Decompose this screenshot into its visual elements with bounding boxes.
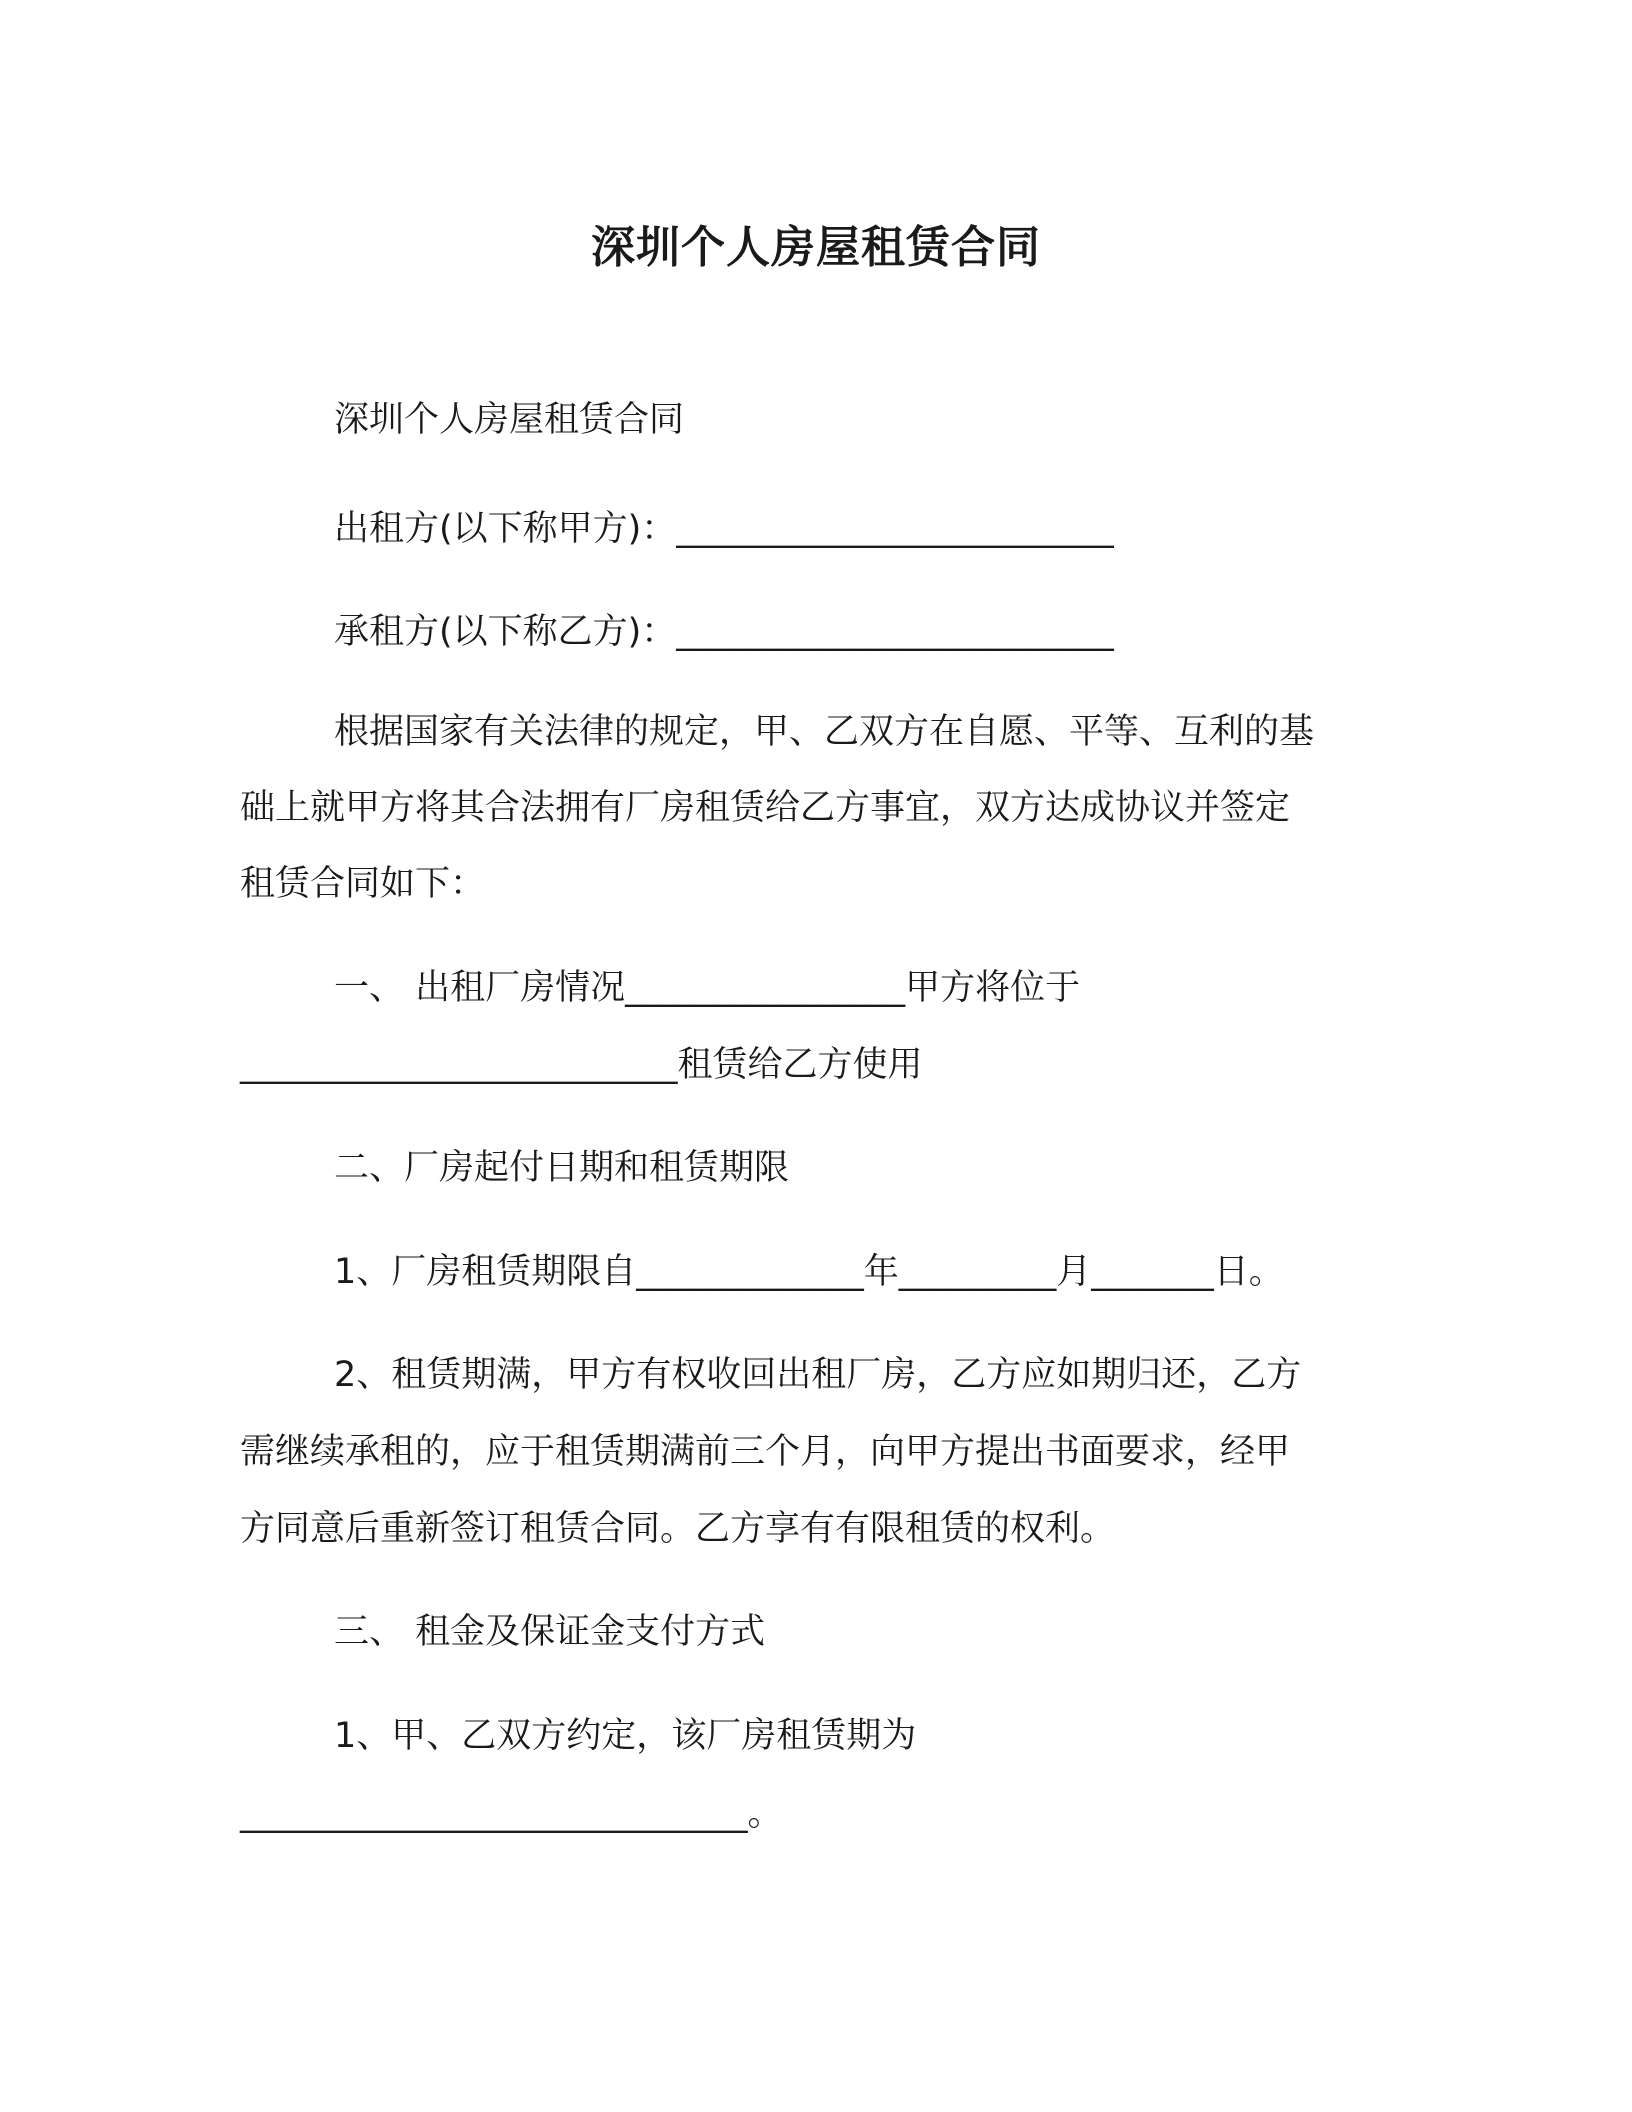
lessee-line: 承租方(以下称乙方)：_________________________	[334, 612, 1114, 652]
clause-2-2-line-1: 2、租赁期满，甲方有权收回出租厂房，乙方应如期归还，乙方	[334, 1355, 1302, 1395]
section-two-heading: 二、厂房起付日期和租赁期限	[334, 1148, 790, 1188]
clause-3-1-line-1: 1、甲、乙双方约定，该厂房租赁期为	[334, 1716, 917, 1756]
clause-2-2-line-3: 方同意后重新签订租赁合同。乙方享有有限租赁的权利。	[240, 1509, 1116, 1549]
clause-2-2-line-2: 需继续承租的，应于租赁期满前三个月，向甲方提出书面要求，经甲	[240, 1432, 1291, 1472]
section-one-line-1: 一、 出租厂房情况________________甲方将位于	[334, 968, 1081, 1008]
clause-3-1-line-2: _____________________________。	[240, 1794, 783, 1834]
section-one-line-2: _________________________租赁给乙方使用	[240, 1045, 923, 1085]
preamble-line-1: 根据国家有关法律的规定，甲、乙双方在自愿、平等、互利的基	[334, 712, 1315, 752]
preamble-line-2: 础上就甲方将其合法拥有厂房租赁给乙方事宜，双方达成协议并签定	[240, 788, 1291, 828]
section-three-heading: 三、 租金及保证金支付方式	[334, 1612, 766, 1652]
lessor-line: 出租方(以下称甲方)：_________________________	[334, 509, 1114, 549]
clause-2-1: 1、厂房租赁期限自_____________年_________月_______日。	[334, 1252, 1284, 1292]
preamble-line-3: 租赁合同如下：	[240, 864, 486, 904]
subtitle-line: 深圳个人房屋租赁合同	[334, 400, 685, 440]
document-title: 深圳个人房屋租赁合同	[591, 222, 1041, 273]
